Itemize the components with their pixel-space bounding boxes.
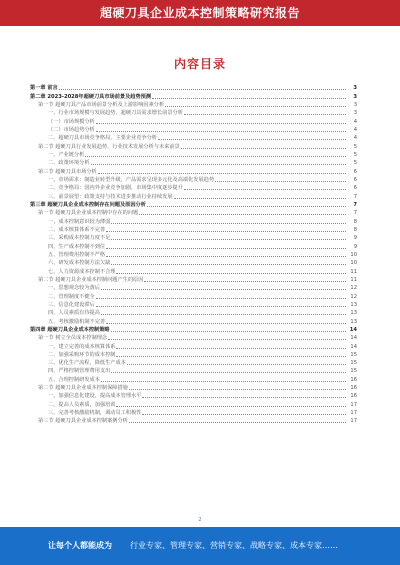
toc-leader-dots (96, 122, 346, 124)
toc-entry-label: 一、加强信息化建设，提高成本管理水平 (48, 393, 142, 400)
toc-leader-dots (142, 413, 346, 415)
toc-entry[interactable] (30, 276, 357, 284)
toc-leader-dots (127, 363, 346, 365)
toc-entry-page: 6 (353, 176, 357, 183)
page-number: 2 (198, 517, 202, 523)
toc-leader-dots (111, 263, 346, 265)
toc-entry-label: 二、管理制度不健全 (48, 293, 95, 300)
toc-entry-label: 四、人员素质有待提高 (48, 310, 100, 317)
toc-entry[interactable] (30, 384, 357, 392)
toc-entry-page: 15 (350, 368, 357, 375)
footer-slogan: 让每个人都能成为 (48, 541, 112, 550)
toc-entry-page: 14 (350, 335, 357, 342)
toc-entry-label: 三、完善考核激励机制，调动员工积极性 (48, 410, 142, 417)
toc-entry-page: 3 (353, 85, 357, 92)
toc-entry-page: 3 (353, 93, 357, 100)
toc-entry-label: 第三章 超硬刀具企业成本控制存在问题及原因分析 (30, 201, 146, 208)
toc-leader-dots (152, 97, 346, 99)
toc-entry-page: 9 (353, 243, 357, 250)
toc-entry[interactable] (30, 342, 357, 350)
toc-entry-label: 二、加强采购环节的成本控制 (48, 351, 116, 358)
toc-entry-label: 第一章 前言 (30, 85, 58, 92)
toc-entry-label: 四、生产成本控制不到位 (48, 243, 106, 250)
toc-leader-dots (106, 255, 346, 257)
toc-entry[interactable] (30, 334, 357, 342)
toc-leader-dots (106, 322, 346, 324)
toc-entry-page: 16 (350, 385, 357, 392)
toc-leader-dots (184, 188, 346, 190)
toc-leader-dots (174, 197, 346, 199)
toc-leader-dots (111, 222, 346, 224)
toc-leader-dots (96, 130, 346, 132)
toc-entry-label: 二、成本核算体系不完善 (48, 226, 106, 233)
toc-leader-dots (108, 338, 346, 340)
table-of-contents (30, 84, 357, 425)
report-title: 超硬刀具企业成本控制策略研究报告 (99, 6, 300, 20)
toc-entry-label: 第三节 超硬刀具企业成本控制案例分析 (38, 418, 128, 425)
toc-entry[interactable] (30, 142, 357, 150)
toc-entry[interactable] (30, 367, 357, 375)
toc-leader-dots (111, 330, 346, 332)
footer-tags: 行业专家、管理专家、营销专家、战略专家、成本专家…… (130, 541, 338, 550)
toc-entry-label: 五、合理控制研发成本 (48, 376, 100, 383)
toc-entry[interactable] (30, 284, 357, 292)
toc-entry-label: 五、考核激励机制不完善 (48, 318, 106, 325)
toc-entry-page: 5 (353, 143, 357, 150)
toc-entry-page: 11 (350, 268, 357, 275)
toc-entry-page: 8 (353, 218, 357, 225)
toc-entry-page: 11 (350, 276, 357, 283)
toc-leader-dots (165, 105, 346, 107)
toc-entry[interactable] (30, 126, 357, 134)
toc-leader-dots (98, 172, 346, 174)
toc-entry-page: 10 (350, 251, 357, 258)
toc-leader-dots (147, 205, 346, 207)
toc-entry-page: 10 (350, 260, 357, 267)
toc-entry-label: 第二节 超硬刀具企业成本控制问题产生的原因 (38, 276, 144, 283)
toc-entry-label: （二）市场趋势分析 (48, 126, 95, 133)
toc-entry[interactable] (30, 151, 357, 159)
toc-leader-dots (111, 238, 346, 240)
toc-entry-page: 5 (353, 151, 357, 158)
toc-entry-page: 15 (350, 351, 357, 358)
toc-entry-label: 二、提高人员素质，加强培训 (48, 401, 116, 408)
toc-entry-label: 六、研发成本控制方法欠缺 (48, 260, 111, 267)
toc-entry[interactable] (30, 326, 357, 334)
toc-entry-page: 8 (353, 226, 357, 233)
toc-entry-label: 四、严格控制管理费用支出 (48, 368, 111, 375)
toc-entry-label: 第四章 超硬刀具企业成本控制策略 (30, 326, 110, 333)
toc-entry[interactable] (30, 134, 357, 142)
toc-leader-dots (106, 230, 346, 232)
toc-entry[interactable] (30, 184, 357, 192)
toc-entry[interactable] (30, 242, 357, 250)
toc-entry-label: 五、管理费用控制不严格 (48, 251, 106, 258)
toc-entry-page: 3 (353, 101, 357, 108)
toc-entry-page: 3 (353, 110, 357, 117)
toc-leader-dots (184, 113, 346, 115)
toc-entry[interactable] (30, 417, 357, 425)
toc-entry-label: 第三节 超硬刀具市场分析 (38, 168, 97, 175)
toc-entry-label: 一、思想观念较为落后 (48, 285, 100, 292)
toc-entry-page: 12 (350, 285, 357, 292)
toc-entry[interactable] (30, 309, 357, 317)
toc-entry-page: 13 (350, 301, 357, 308)
toc-entry[interactable] (30, 259, 357, 267)
toc-entry[interactable] (30, 400, 357, 408)
toc-entry[interactable] (30, 234, 357, 242)
toc-entry-label: 一、产业链分析 (48, 151, 85, 158)
toc-entry-page: 16 (350, 376, 357, 383)
toc-leader-dots (101, 380, 346, 382)
toc-entry-label: 一、成本控制意识较为薄弱 (48, 218, 111, 225)
toc-entry[interactable] (30, 317, 357, 325)
toc-leader-dots (116, 272, 346, 274)
toc-entry-label: 三、信息化建设滞后 (48, 301, 95, 308)
toc-leader-dots (116, 405, 346, 407)
toc-leader-dots (158, 138, 346, 140)
toc-entry[interactable] (30, 84, 357, 92)
toc-entry-label: 二、竞争格局：国内外企业竞争加剧，市场集中度逐步提升 (48, 185, 183, 192)
toc-entry-page: 13 (350, 318, 357, 325)
toc-entry-page: 17 (350, 418, 357, 425)
toc-leader-dots (96, 297, 346, 299)
toc-entry-label: 一、行业市场规模与发展趋势，超硬刀具需求增长前景分析 (48, 110, 183, 117)
toc-entry-page: 9 (353, 235, 357, 242)
toc-entry-page: 12 (350, 293, 357, 300)
toc-leader-dots (85, 155, 346, 157)
toc-entry-page: 4 (353, 118, 357, 125)
toc-entry-label: 二、政策环境分析 (48, 160, 90, 167)
toc-entry[interactable] (30, 226, 357, 234)
toc-entry[interactable] (30, 159, 357, 167)
toc-entry[interactable] (30, 92, 357, 100)
toc-entry-page: 4 (353, 126, 357, 133)
toc-entry[interactable] (30, 375, 357, 383)
toc-entry-label: 七、人力资源成本控制不合理 (48, 268, 116, 275)
toc-leader-dots (129, 421, 346, 423)
toc-leader-dots (129, 388, 346, 390)
toc-entry-page: 7 (353, 201, 357, 208)
toc-entry[interactable] (30, 217, 357, 225)
toc-entry-page: 6 (353, 185, 357, 192)
toc-leader-dots (142, 396, 346, 398)
toc-leader-dots (101, 288, 346, 290)
toc-entry-page: 4 (353, 135, 357, 142)
toc-entry[interactable] (30, 192, 357, 200)
toc-entry-label: 一、建立完善的成本核算体系 (48, 343, 116, 350)
toc-entry-label: 第二章 2023-2028年超硬刀具市场前景及趋势预测 (30, 93, 152, 100)
toc-entry-page: 17 (350, 401, 357, 408)
toc-entry[interactable] (30, 201, 357, 209)
toc-entry-label: 第一节 树立全员成本控制理念 (38, 335, 108, 342)
toc-entry-page: 5 (353, 160, 357, 167)
toc-entry-page: 16 (350, 393, 357, 400)
toc-entry-label: 三、优化生产流程，降低生产成本 (48, 360, 126, 367)
toc-leader-dots (59, 88, 346, 90)
toc-entry-page: 6 (353, 168, 357, 175)
toc-entry[interactable] (30, 409, 357, 417)
toc-entry-page: 7 (353, 193, 357, 200)
toc-entry[interactable] (30, 251, 357, 259)
toc-entry-label: 第一节 超硬刀具产品市场前景分析及上游影响因素分析 (38, 101, 165, 108)
toc-leader-dots (144, 280, 346, 282)
toc-entry[interactable] (30, 359, 357, 367)
toc-entry-page: 14 (350, 343, 357, 350)
toc-entry-label: 三、采购成本控制力度不足 (48, 235, 111, 242)
toc-leader-dots (139, 213, 346, 215)
toc-entry[interactable] (30, 176, 357, 184)
toc-entry[interactable] (30, 351, 357, 359)
toc-entry-label: 第二节 超硬刀具行业发展趋势，行业技术发展分析与未来前景 (38, 143, 180, 150)
toc-entry-page: 7 (353, 210, 357, 217)
toc-leader-dots (181, 147, 346, 149)
toc-title: 内容目录 (173, 57, 226, 71)
toc-entry[interactable] (30, 392, 357, 400)
toc-entry-label: 第二节 超硬刀具企业成本控制保障措施 (38, 385, 128, 392)
toc-entry-label: 二、超硬刀具市场竞争格局，主要企业竞争分析 (48, 135, 157, 142)
toc-entry[interactable] (30, 167, 357, 175)
toc-entry-label: （一）市场规模分析 (48, 118, 95, 125)
toc-entry-page: 15 (350, 360, 357, 367)
toc-leader-dots (116, 347, 346, 349)
toc-entry[interactable] (30, 109, 357, 117)
toc-entry-label: 三、前景展望：政策支持与技术进步推动行业持续发展 (48, 193, 173, 200)
toc-leader-dots (215, 180, 346, 182)
toc-leader-dots (101, 313, 346, 315)
toc-entry[interactable] (30, 292, 357, 300)
toc-entry-label: 第一节 超硬刀具企业成本控制中存在的问题 (38, 210, 139, 217)
toc-entry[interactable] (30, 301, 357, 309)
toc-entry[interactable] (30, 267, 357, 275)
toc-entry-page: 13 (350, 310, 357, 317)
toc-entry-label: 一、市场需求：制造业转型升级，产品需求呈现多元化及高端化发展趋势 (48, 176, 215, 183)
toc-leader-dots (106, 247, 346, 249)
toc-leader-dots (116, 355, 346, 357)
toc-entry-page: 17 (350, 410, 357, 417)
toc-entry[interactable] (30, 209, 357, 217)
toc-entry-page: 14 (349, 326, 357, 333)
toc-leader-dots (111, 371, 346, 373)
toc-leader-dots (91, 163, 346, 165)
toc-entry[interactable] (30, 101, 357, 109)
toc-entry[interactable] (30, 117, 357, 125)
toc-leader-dots (96, 305, 346, 307)
